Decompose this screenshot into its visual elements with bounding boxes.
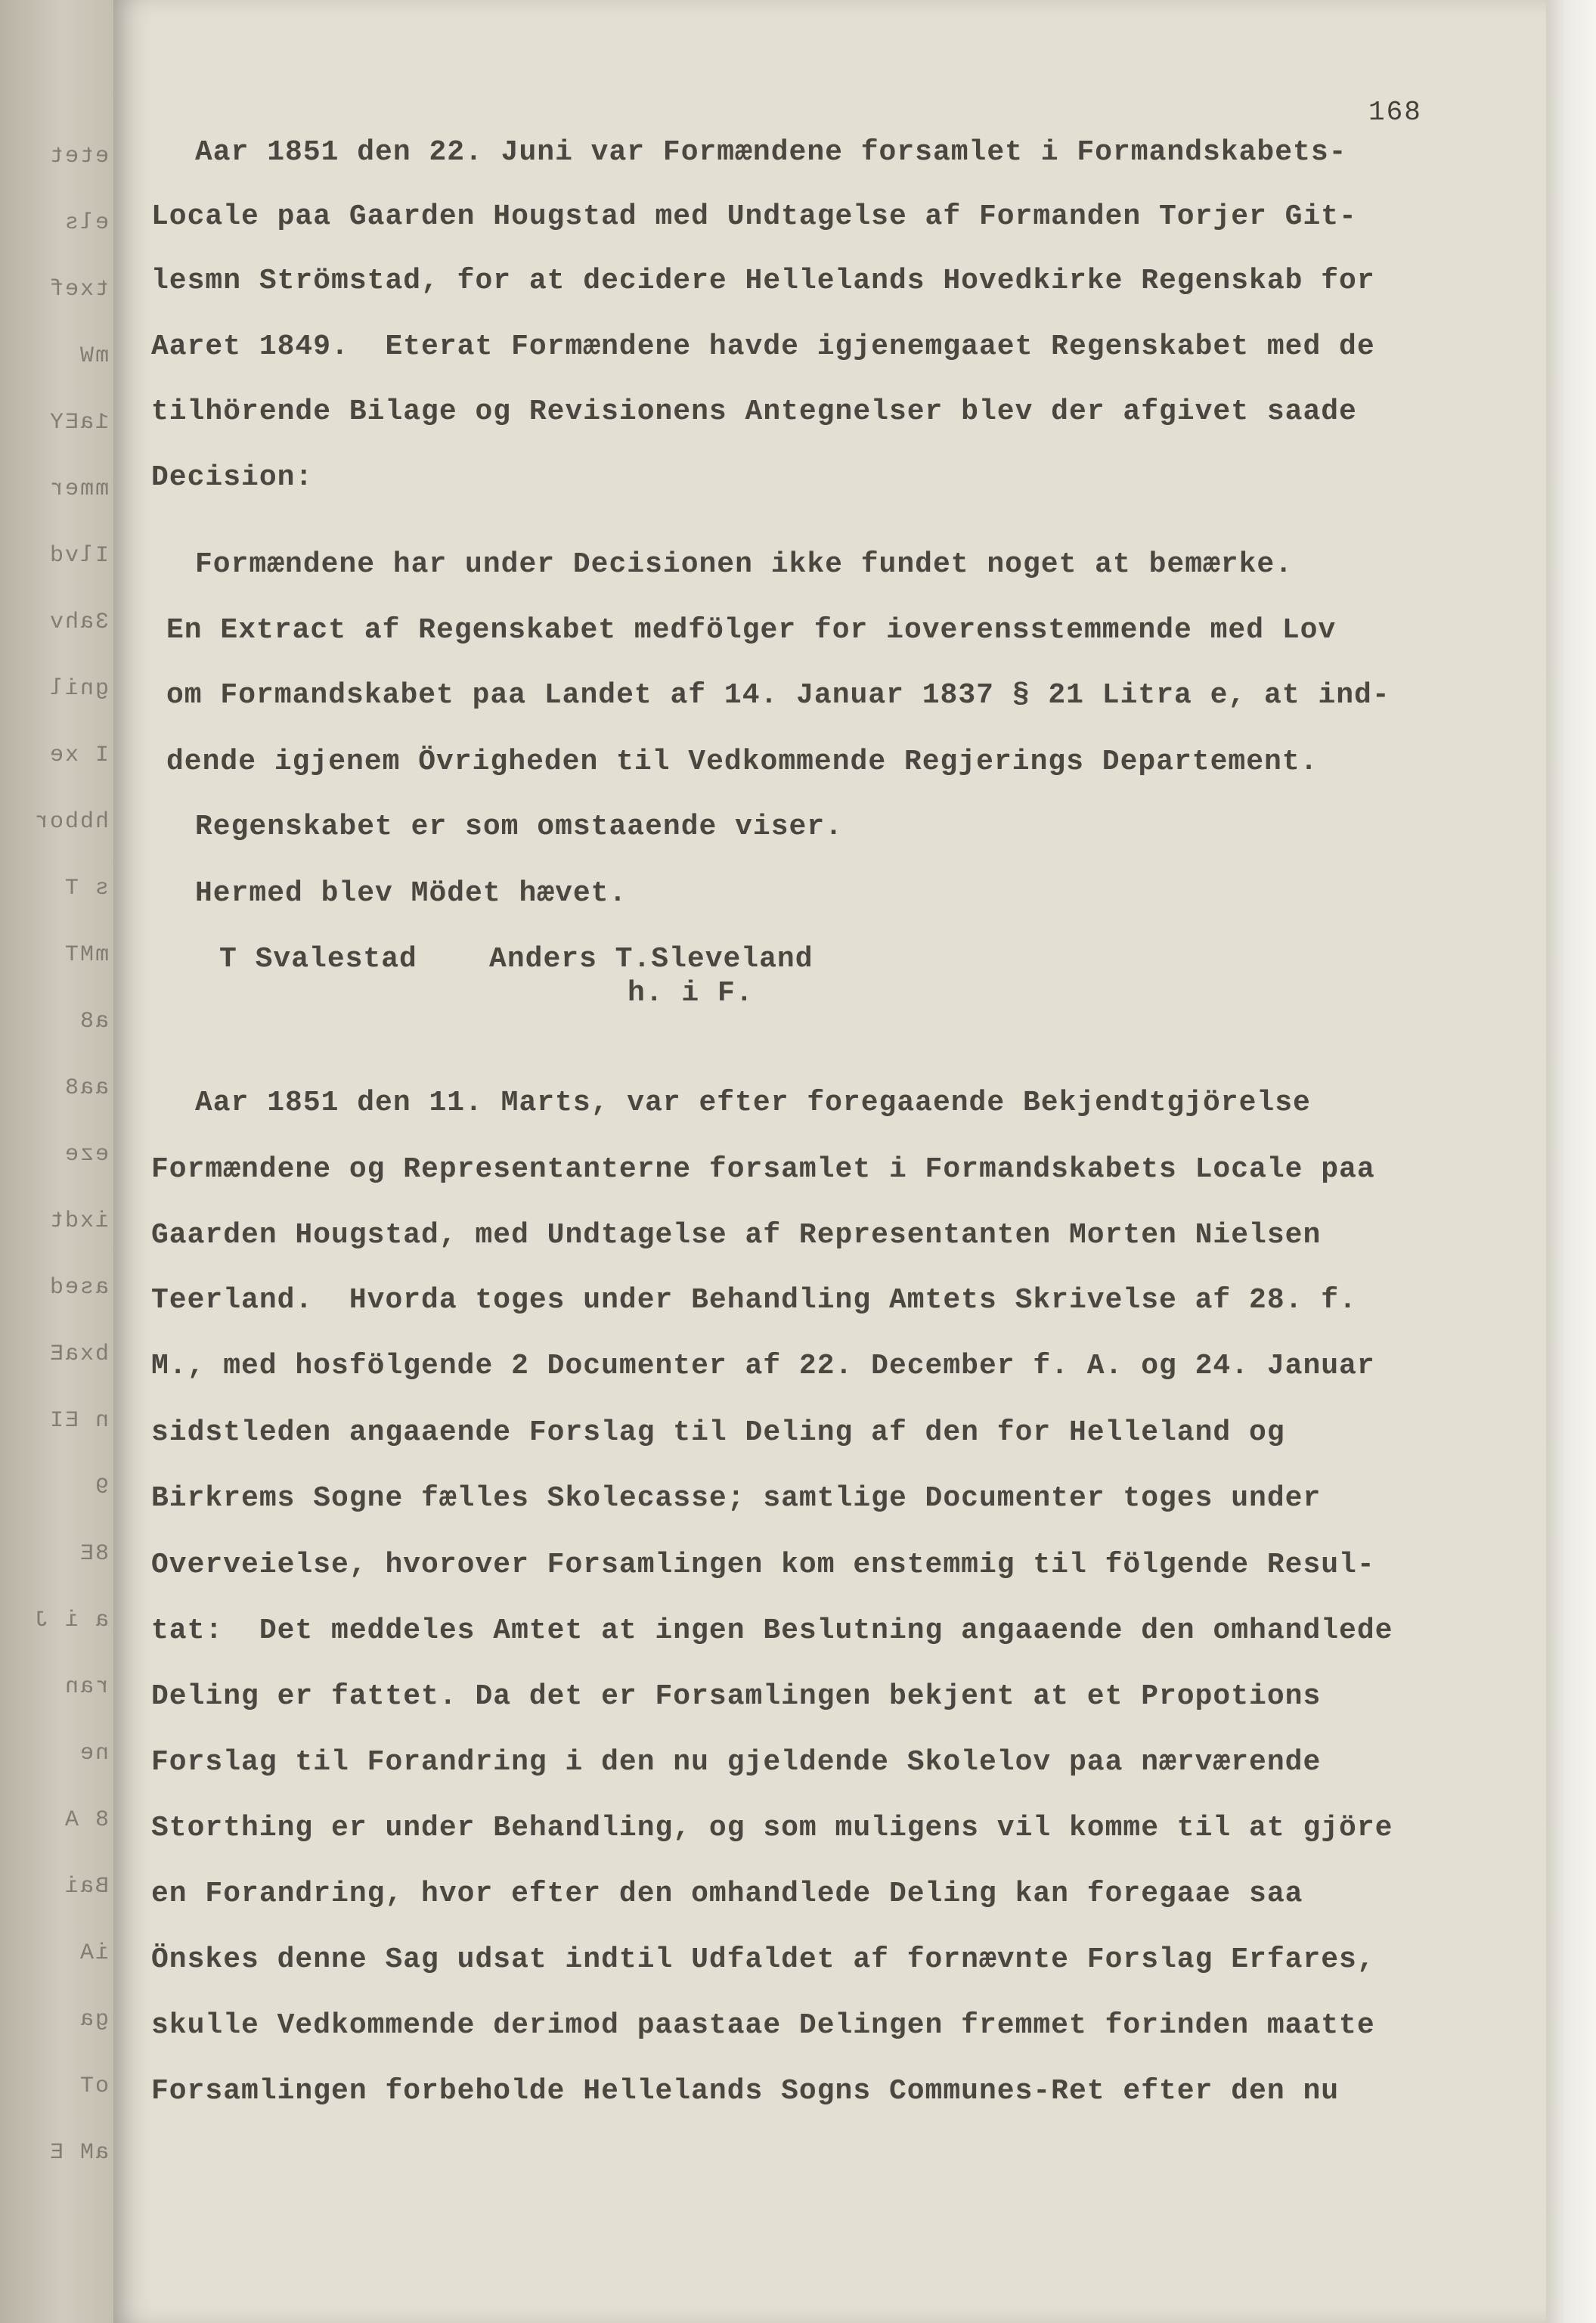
text-line-13: T Svalestad Anders T.Sleveland — [219, 943, 813, 975]
text-line-2: Locale paa Gaarden Hougstad med Undtagelse af Formanden Torjer Git- — [151, 200, 1357, 233]
bleed-through-text: txef — [48, 277, 109, 302]
bleed-through-text: Ilvd — [48, 543, 109, 569]
bleed-through-text: ran — [63, 1674, 109, 1700]
bleed-through-text: oT — [78, 2073, 109, 2099]
bleed-through-text: s T — [63, 876, 109, 901]
bleed-through-text: mW — [78, 343, 109, 369]
text-line-3: lesmn Strömstad, for at decidere Hellelands Hovedkirke Regenskab for — [151, 265, 1375, 297]
bleed-through-text: bxaE — [48, 1341, 109, 1367]
bleed-through-text: a i J — [33, 1608, 109, 1633]
bleed-through-text: 1aEY — [48, 410, 109, 436]
text-line-30: Forsamlingen forbeholde Hellelands Sogns Communes-Ret efter den nu — [151, 2075, 1340, 2107]
bleed-through-text: 3ahv — [48, 609, 109, 635]
bleed-through-text: mmer — [48, 476, 109, 502]
bleed-through-text: 9 — [93, 1475, 109, 1500]
text-line-28: Önskes denne Sag udsat indtil Udfaldet af fornævnte Forslag Erfares, — [151, 1943, 1375, 1976]
text-line-26: Storthing er under Behandling, og som muligens vil komme til at gjöre — [151, 1812, 1393, 1844]
text-line-11: Regenskabet er som omstaaende viser. — [195, 811, 843, 843]
text-line-5: tilhörende Bilage og Revisionens Antegnelser blev der afgivet saade — [151, 395, 1357, 428]
bleed-through-text: iA — [78, 1940, 109, 1966]
bleed-through-text: 8 A — [63, 1807, 109, 1833]
text-line-14: h. i F. — [628, 977, 754, 1010]
bleed-through-text: 8E — [78, 1541, 109, 1567]
page-number: 168 — [1368, 97, 1422, 128]
text-line-25: Forslag til Forandring i den nu gjeldende Skolelov paa nærværende — [151, 1746, 1322, 1779]
bleed-through-text: Bai — [63, 1874, 109, 1900]
text-line-15: Aar 1851 den 11. Marts, var efter foregaaende Bekjendtgjörelse — [195, 1087, 1311, 1119]
bleed-through-text: a8 — [78, 1009, 109, 1034]
text-line-20: sidstleden angaaende Forslag til Deling af den for Helleland og — [151, 1416, 1285, 1449]
bleed-through-text: ixdt — [48, 1208, 109, 1234]
text-line-4: Aaret 1849. Eterat Formændene havde igjenemgaaet Regenskabet med de — [151, 330, 1375, 363]
bleed-through-text: ased — [48, 1275, 109, 1301]
text-line-9: om Formandskabet paa Landet af 14. Januar 1837 § 21 Litra e, at ind- — [166, 679, 1390, 712]
bleed-through-text: n EI — [48, 1408, 109, 1434]
bleed-through-text: mMT — [63, 942, 109, 968]
text-line-10: dende igjenem Övrigheden til Vedkommende Regjerings Departement. — [166, 746, 1319, 778]
text-line-6: Decision: — [151, 461, 314, 494]
previous-page-edge — [0, 0, 113, 2323]
bleed-through-text: eze — [63, 1142, 109, 1168]
text-line-8: En Extract af Regenskabet medfölger for ioverensstemmende med Lov — [166, 614, 1337, 647]
text-line-23: tat: Det meddeles Amtet at ingen Beslutning angaaende den omhandlede — [151, 1614, 1393, 1647]
text-line-1: Aar 1851 den 22. Juni var Formændene forsamlet i Formandskabets- — [195, 136, 1347, 169]
document-page — [113, 0, 1546, 2323]
bleed-through-text: aM E — [48, 2140, 109, 2166]
text-line-18: Teerland. Hvorda toges under Behandling Amtets Skrivelse af 28. f. — [151, 1284, 1357, 1317]
bleed-through-text: els — [63, 210, 109, 236]
bleed-through-text: ga — [78, 2007, 109, 2033]
scan-background-edge — [1546, 0, 1596, 2323]
text-line-12: Hermed blev Mödet hævet. — [195, 877, 628, 910]
bleed-through-text: aa8 — [63, 1075, 109, 1101]
bleed-through-text: ne — [78, 1741, 109, 1766]
bleed-through-text: I xe — [48, 743, 109, 768]
text-line-19: M., med hosfölgende 2 Documenter af 22. December f. A. og 24. Januar — [151, 1350, 1375, 1382]
text-line-22: Overveielse, hvorover Forsamlingen kom enstemmig til fölgende Resul- — [151, 1549, 1375, 1581]
text-line-16: Formændene og Representanterne forsamlet i Formandskabets Locale paa — [151, 1153, 1375, 1186]
bleed-through-text: etet — [48, 144, 109, 169]
text-line-29: skulle Vedkommende derimod paastaae Delingen fremmet forinden maatte — [151, 2009, 1375, 2042]
text-line-17: Gaarden Hougstad, med Undtagelse af Representanten Morten Nielsen — [151, 1219, 1322, 1251]
bleed-through-text: hbbor — [33, 809, 109, 835]
text-line-27: en Forandring, hvor efter den omhandlede Deling kan foregaae saa — [151, 1878, 1303, 1910]
bleed-through-text: gnil — [48, 676, 109, 702]
text-line-7: Formændene har under Decisionen ikke fundet noget at bemærke. — [195, 548, 1294, 581]
text-line-21: Birkrems Sogne fælles Skolecasse; samtlige Documenter toges under — [151, 1482, 1322, 1515]
text-line-24: Deling er fattet. Da det er Forsamlingen bekjent at et Propotions — [151, 1680, 1322, 1713]
